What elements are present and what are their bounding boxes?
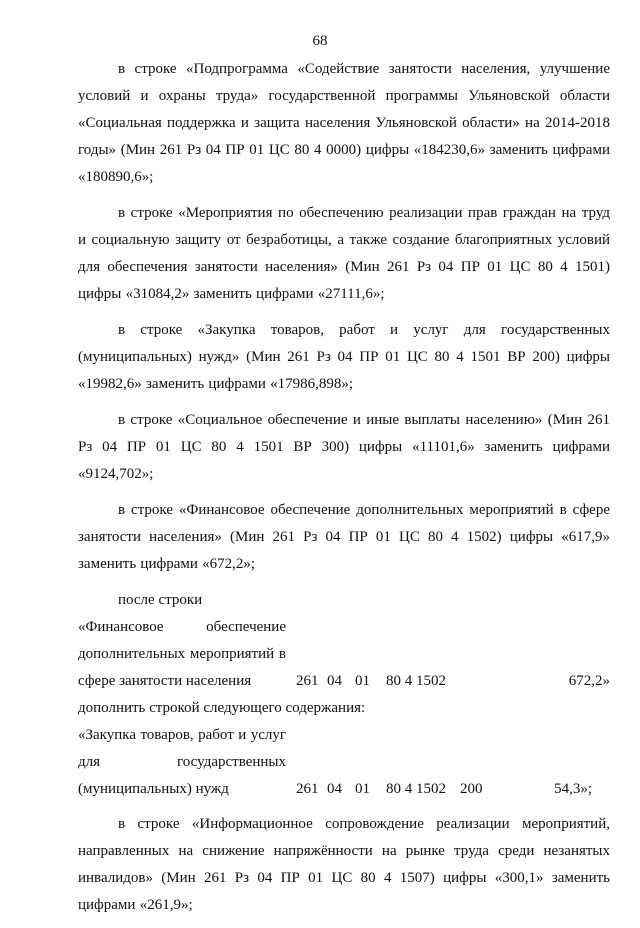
paragraph: в строке «Финансовое обеспечение дополнительных мероприятий в сфере занятости населения» (Мин 261 Рз 04 ПР 01 ЦС 80 4 1502) цифры «617,9» заменить цифрами «672,2»; [78,502,610,572]
row-name: «Закупка товаров, работ и услуг для государственных (муниципальных) нужд [78,727,286,797]
row-pr: 01 [355,781,370,797]
document-body [78,56,610,928]
paragraph: в строке «Социальное обеспечение и иные выплаты населению» (Мин 261 Рз 04 ПР 01 ЦС 80 4 1501 ВР 300) цифры «11101,6» заменить цифрами «9124,702»; [78,412,610,482]
table-row-existing [78,614,610,695]
row-sum: 54,3»; [554,781,592,797]
row-pr: 01 [355,673,370,689]
row-name: «Финансовое обеспечение дополнительных мероприятий в сфере занятости населения [78,619,286,689]
paragraph: в строке «Мероприятия по обеспечению реализации прав граждан на труд и социальную защиту от безработицы, а также создание благоприятных условий для обеспечения занятости населения» (Мин 261 Рз 04 ПР 01 ЦС 80 4 1501) цифры «31084,2» заменить цифрами «27111,6»; [78,205,610,302]
row-min: 261 [296,781,319,797]
page-number: 68 [312,33,328,49]
row-sum: 672,2» [568,673,610,689]
paragraph: в строке «Информационное сопровождение реализации мероприятий, направленных на снижение напряжённости на рынке труда среди незанятых инвалидов» (Мин 261 Рз 04 ПР 01 ЦС 80 4 1507) цифры «300,1» заменить цифрами «261,9»; [78,816,610,913]
paragraph: в строке «Подпрограмма «Содействие занятости населения, улучшение условий и охраны труда» государственной программы Ульяновской области «Социальная поддержка и защита населения Ульяновской области» на 2014-2018 годы» (Мин 261 Рз 04 ПР 01 ЦС 80 4 0000) цифры «184230,6» заменить цифрами «180890,6»; [78,61,610,185]
row-rz: 04 [327,673,342,689]
paragraph: в строке «Закупка товаров, работ и услуг для государственных (муниципальных) нужд» (Мин 261 Рз 04 ПР 01 ЦС 80 4 1501 ВР 200) цифры «19982,6» заменить цифрами «17986,898»; [78,322,610,392]
row-vr: 200 [460,781,483,797]
row-cs: 80 4 1502 [386,781,446,797]
after-line-label: после строки [118,592,203,608]
row-cs: 80 4 1502 [386,673,446,689]
add-line-label: дополнить строкой следующего содержания: [78,700,366,716]
table-row-new [78,722,610,803]
row-min: 261 [296,673,319,689]
row-rz: 04 [327,781,342,797]
